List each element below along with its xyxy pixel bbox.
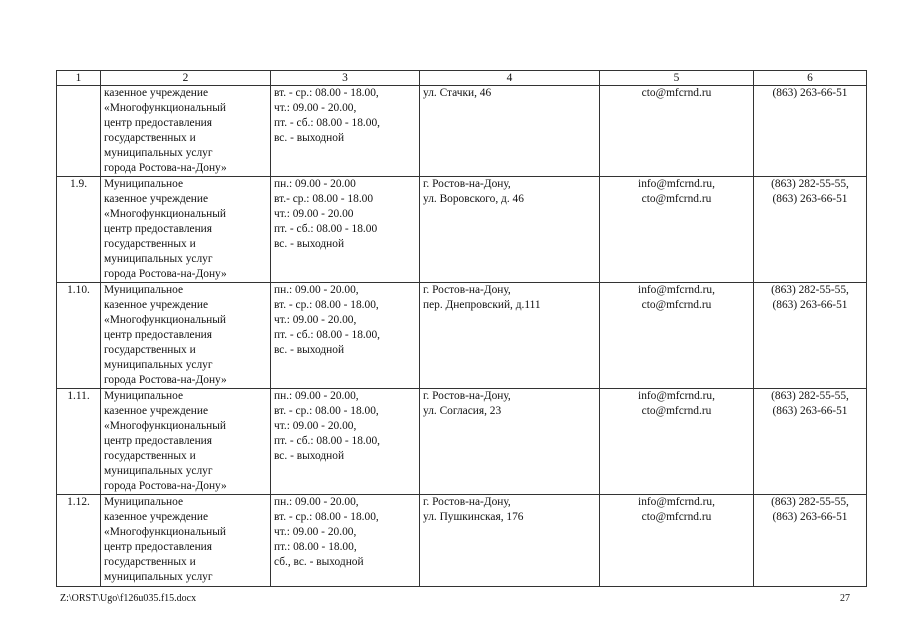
cell-line: вт.- ср.: 08.00 - 18.00	[274, 193, 374, 205]
cell-line: «Многофункциональный	[104, 102, 226, 114]
cell-line: (863) 282-55-55,	[771, 390, 849, 402]
row-number-cell: 1.11.	[57, 389, 101, 495]
cell-line: муниципальных услуг	[104, 359, 213, 371]
working-hours-cell	[271, 495, 420, 587]
cell-line: города Ростова-на-Дону»	[104, 162, 227, 174]
cell-line: пт. - сб.: 08.00 - 18.00	[274, 223, 378, 235]
address-cell	[420, 495, 600, 587]
address-cell	[420, 389, 600, 495]
cell-line: государственных и	[104, 238, 196, 250]
cell-line: чт.: 09.00 - 20.00,	[274, 314, 357, 326]
institutions-table	[56, 70, 867, 587]
table-row	[57, 389, 867, 495]
cell-line: казенное учреждение	[104, 511, 209, 523]
address-cell	[420, 283, 600, 389]
cell-line: муниципальных услуг	[104, 571, 213, 583]
column-header: 3	[271, 71, 420, 86]
phone-cell	[754, 177, 867, 283]
cell-line: чт.: 09.00 - 20.00,	[274, 420, 357, 432]
phone-cell	[754, 495, 867, 587]
cell-line: вт. - ср.: 08.00 - 18.00,	[274, 511, 379, 523]
email-cell	[600, 389, 754, 495]
cell-line: казенное учреждение	[104, 299, 209, 311]
cell-line: чт.: 09.00 - 20.00,	[274, 526, 357, 538]
cell-line: муниципальных услуг	[104, 465, 213, 477]
cell-line: г. Ростов-на-Дону,	[423, 284, 511, 296]
working-hours-cell	[271, 283, 420, 389]
column-header: 1	[57, 71, 101, 86]
cell-line: ул. Воровского, д. 46	[423, 193, 524, 205]
cell-line: государственных и	[104, 556, 196, 568]
cell-line: пн.: 09.00 - 20.00	[274, 178, 356, 190]
cell-line: пн.: 09.00 - 20.00,	[274, 284, 359, 296]
cell-line: центр предоставления	[104, 223, 213, 235]
address-cell	[420, 177, 600, 283]
cell-line: государственных и	[104, 450, 196, 462]
institution-name-cell	[101, 86, 271, 177]
cell-line: (863) 263-66-51	[772, 511, 848, 523]
cell-line: Муниципальное	[104, 390, 184, 402]
cell-line: (863) 263-66-51	[772, 299, 848, 311]
cell-line: (863) 263-66-51	[772, 193, 848, 205]
cell-line: cto@mfcrnd.ru	[641, 299, 712, 311]
cell-line: г. Ростов-на-Дону,	[423, 496, 511, 508]
cell-line: города Ростова-на-Дону»	[104, 480, 227, 492]
row-number-cell: 1.9.	[57, 177, 101, 283]
cell-line: ул. Согласия, 23	[423, 405, 502, 417]
cell-line: пер. Днепровский, д.111	[423, 299, 541, 311]
cell-line: пт. - сб.: 08.00 - 18.00,	[274, 329, 380, 341]
cell-line: г. Ростов-на-Дону,	[423, 390, 511, 402]
cell-line: вт. - ср.: 08.00 - 18.00,	[274, 299, 379, 311]
phone-cell	[754, 86, 867, 177]
table-row	[57, 283, 867, 389]
cell-line: info@mfcrnd.ru,	[638, 496, 715, 508]
cell-line: чт.: 09.00 - 20.00,	[274, 102, 357, 114]
cell-line: (863) 263-66-51	[772, 87, 848, 99]
cell-line: cto@mfcrnd.ru	[641, 87, 712, 99]
address-cell	[420, 86, 600, 177]
cell-line: г. Ростов-на-Дону,	[423, 178, 511, 190]
cell-line: (863) 263-66-51	[772, 405, 848, 417]
cell-line: казенное учреждение	[104, 405, 209, 417]
institution-name-cell	[101, 177, 271, 283]
email-cell	[600, 177, 754, 283]
column-header: 6	[754, 71, 867, 86]
working-hours-cell	[271, 389, 420, 495]
cell-line: Муниципальное	[104, 178, 184, 190]
institution-name-cell	[101, 283, 271, 389]
cell-line: «Многофункциональный	[104, 420, 226, 432]
cell-line: вт. - ср.: 08.00 - 18.00,	[274, 87, 379, 99]
document-path: Z:\ORST\Ugo\f126u035.f15.docx	[60, 593, 197, 604]
cell-line: муниципальных услуг	[104, 147, 213, 159]
cell-line: муниципальных услуг	[104, 253, 213, 265]
email-cell	[600, 283, 754, 389]
email-cell	[600, 86, 754, 177]
row-number-cell	[57, 86, 101, 177]
cell-line: государственных и	[104, 132, 196, 144]
cell-line: «Многофункциональный	[104, 526, 226, 538]
cell-line: ул. Стачки, 46	[423, 87, 492, 99]
page-number: 27	[840, 593, 850, 604]
working-hours-cell	[271, 86, 420, 177]
table-row	[57, 86, 867, 177]
cell-line: вс. - выходной	[274, 344, 345, 356]
phone-cell	[754, 283, 867, 389]
cell-line: вс. - выходной	[274, 238, 345, 250]
row-number-cell: 1.12.	[57, 495, 101, 587]
institution-name-cell	[101, 389, 271, 495]
cell-line: ул. Пушкинская, 176	[423, 511, 524, 523]
cell-line: центр предоставления	[104, 435, 213, 447]
working-hours-cell	[271, 177, 420, 283]
institution-name-cell	[101, 495, 271, 587]
cell-line: info@mfcrnd.ru,	[638, 390, 715, 402]
cell-line: центр предоставления	[104, 329, 213, 341]
cell-line: (863) 282-55-55,	[771, 496, 849, 508]
row-number-cell: 1.10.	[57, 283, 101, 389]
table-row	[57, 177, 867, 283]
cell-line: cto@mfcrnd.ru	[641, 405, 712, 417]
column-header: 2	[101, 71, 271, 86]
phone-cell	[754, 389, 867, 495]
cell-line: Муниципальное	[104, 284, 184, 296]
cell-line: государственных и	[104, 344, 196, 356]
cell-line: казенное учреждение	[104, 193, 209, 205]
cell-line: «Многофункциональный	[104, 314, 226, 326]
cell-line: «Многофункциональный	[104, 208, 226, 220]
cell-line: cto@mfcrnd.ru	[641, 193, 712, 205]
cell-line: (863) 282-55-55,	[771, 178, 849, 190]
cell-line: вс. - выходной	[274, 132, 345, 144]
cell-line: info@mfcrnd.ru,	[638, 178, 715, 190]
cell-line: вс. - выходной	[274, 450, 345, 462]
cell-line: info@mfcrnd.ru,	[638, 284, 715, 296]
cell-line: центр предоставления	[104, 541, 213, 553]
cell-line: пт.: 08.00 - 18.00,	[274, 541, 357, 553]
column-header: 4	[420, 71, 600, 86]
cell-line: города Ростова-на-Дону»	[104, 374, 227, 386]
cell-line: пн.: 09.00 - 20.00,	[274, 496, 359, 508]
table-header-row	[57, 71, 867, 86]
cell-line: казенное учреждение	[104, 87, 209, 99]
cell-line: пт. - сб.: 08.00 - 18.00,	[274, 435, 380, 447]
cell-line: сб., вс. - выходной	[274, 556, 364, 568]
cell-line: пт. - сб.: 08.00 - 18.00,	[274, 117, 380, 129]
cell-line: Муниципальное	[104, 496, 184, 508]
cell-line: чт.: 09.00 - 20.00	[274, 208, 354, 220]
cell-line: (863) 282-55-55,	[771, 284, 849, 296]
email-cell	[600, 495, 754, 587]
cell-line: города Ростова-на-Дону»	[104, 268, 227, 280]
cell-line: пн.: 09.00 - 20.00,	[274, 390, 359, 402]
table-row	[57, 495, 867, 587]
column-header: 5	[600, 71, 754, 86]
cell-line: cto@mfcrnd.ru	[641, 511, 712, 523]
cell-line: вт. - ср.: 08.00 - 18.00,	[274, 405, 379, 417]
cell-line: центр предоставления	[104, 117, 213, 129]
